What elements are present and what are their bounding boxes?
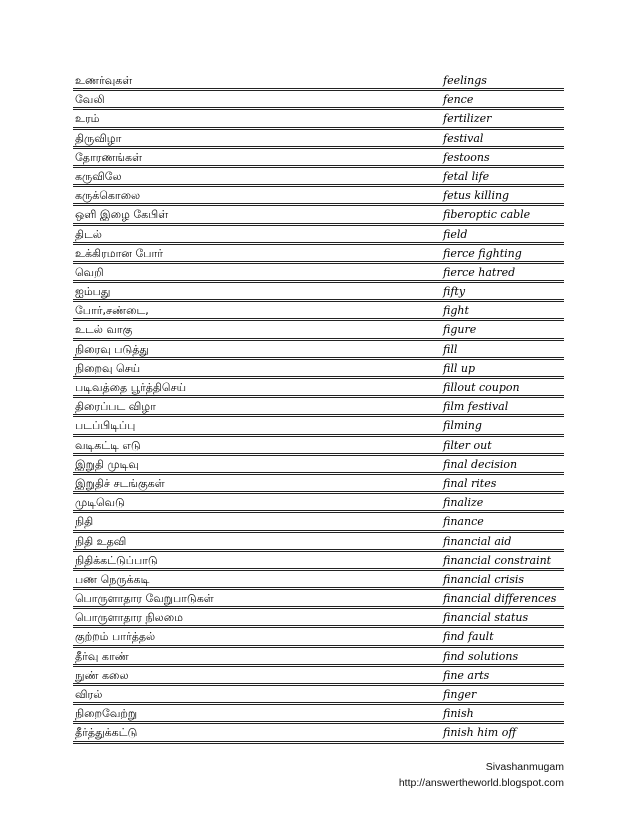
glossary-row (73, 609, 564, 628)
tamil-term: நுண் கலை (75, 668, 129, 682)
glossary-row (73, 283, 564, 302)
tamil-term: வெறி (75, 265, 104, 279)
tamil-term: தோரணங்கள் (75, 150, 142, 164)
glossary-row (73, 149, 564, 168)
english-term: finalize (443, 496, 484, 510)
tamil-term: நிதி உதவி (75, 534, 127, 548)
tamil-term: தீர்த்துக்கட்டு (75, 726, 138, 740)
glossary-row (73, 187, 564, 206)
tamil-term: கருக்கொலை (75, 189, 141, 203)
english-term: filming (443, 419, 482, 433)
tamil-term: போர்,சண்டை, (75, 304, 149, 318)
glossary-row (73, 648, 564, 667)
tamil-term: படப்பிடிப்பு (75, 419, 136, 433)
glossary-row (73, 437, 564, 456)
tamil-term: குற்றம் பார்த்தல் (75, 630, 156, 644)
tamil-term: நிதி (75, 515, 94, 529)
glossary-row (73, 475, 564, 494)
english-term: final decision (443, 457, 518, 471)
english-term: find solutions (443, 649, 519, 663)
glossary-row (73, 590, 564, 609)
glossary-row (73, 628, 564, 647)
tamil-term: பொருளாதார வேறுபாடுகள் (75, 592, 214, 606)
glossary-row (73, 341, 564, 360)
english-term: financial status (443, 611, 529, 625)
english-term: finish (443, 707, 474, 721)
tamil-term: பண நெருக்கடி (75, 572, 150, 586)
english-term: filter out (443, 438, 492, 452)
glossary-row (73, 206, 564, 225)
english-term: financial differences (443, 592, 557, 606)
footer-url[interactable]: http://answertheworld.blogspot.com (398, 777, 564, 789)
tamil-term: வடிகட்டி எடு (75, 438, 141, 452)
english-term: finance (443, 515, 484, 529)
footer-author: Sivashanmugam (485, 761, 564, 773)
glossary-row (73, 513, 564, 532)
glossary-row (73, 110, 564, 129)
glossary-row (73, 533, 564, 552)
tamil-term: நிறைவு செய் (75, 361, 141, 375)
tamil-term: ஐம்பது (75, 285, 111, 299)
glossary-row (73, 456, 564, 475)
glossary-row (73, 379, 564, 398)
glossary-row (73, 686, 564, 705)
tamil-term: திடல் (75, 227, 102, 241)
english-term: financial crisis (443, 572, 525, 586)
tamil-term: வேலி (75, 93, 105, 107)
english-term: finish him off (443, 726, 517, 740)
english-term: final rites (443, 476, 497, 490)
english-term: fill (443, 342, 458, 356)
glossary-row (73, 130, 564, 149)
english-term: finger (443, 688, 477, 701)
english-term: fifty (443, 285, 466, 299)
glossary-row (73, 724, 564, 743)
glossary-row (73, 72, 564, 91)
english-term: fetal life (443, 169, 490, 183)
english-term: fence (443, 93, 474, 107)
glossary-row (73, 667, 564, 686)
glossary-row (73, 245, 564, 264)
glossary-row (73, 552, 564, 571)
tamil-term: நிரைவு படுத்து (75, 342, 149, 356)
english-term: feelings (443, 74, 487, 87)
tamil-term: உணர்வுகள் (75, 74, 133, 87)
glossary-row (73, 91, 564, 110)
tamil-term: பொருளாதார நிலமை (75, 611, 183, 625)
tamil-term: திரைப்பட விழா (75, 400, 156, 414)
glossary-row (73, 494, 564, 513)
glossary-row (73, 705, 564, 724)
tamil-term: உடல் வாகு (75, 323, 133, 337)
english-term: festival (443, 131, 484, 145)
english-term: fine arts (443, 668, 490, 682)
tamil-term: தீர்வு காண் (75, 649, 129, 663)
tamil-term: ஒளி இழை கேபிள் (75, 208, 169, 222)
english-term: film festival (443, 400, 509, 414)
glossary-row (73, 302, 564, 321)
english-term: figure (443, 323, 477, 337)
english-term: fight (443, 304, 469, 318)
tamil-term: நிறைவேற்று (75, 707, 138, 721)
english-term: find fault (443, 630, 494, 644)
glossary-row (73, 360, 564, 379)
tamil-term: உக்கிரமான போர் (75, 246, 163, 260)
tamil-term: நிதிக்கட்டுப்பாடு (75, 553, 158, 567)
tamil-term: படிவத்தை பூர்த்திசெய் (75, 381, 187, 394)
english-term: field (443, 227, 468, 241)
glossary-table (73, 72, 564, 744)
tamil-term: திருவிழா (75, 131, 122, 145)
english-term: fetus killing (443, 189, 510, 203)
english-term: financial aid (443, 534, 512, 548)
tamil-term: இறுதி முடிவு (75, 457, 139, 471)
glossary-row (73, 264, 564, 283)
tamil-term: உரம் (75, 112, 100, 126)
tamil-term: இறுதிச் சடங்குகள் (75, 476, 165, 490)
english-term: fill up (443, 361, 475, 375)
glossary-row (73, 226, 564, 245)
english-term: fiberoptic cable (443, 208, 531, 222)
glossary-row (73, 571, 564, 590)
tamil-term: கருவிலே (75, 169, 122, 183)
english-term: fillout coupon (443, 381, 520, 394)
english-term: fierce hatred (443, 265, 516, 279)
english-term: fierce fighting (443, 246, 522, 260)
glossary-row (73, 417, 564, 436)
glossary-row (73, 398, 564, 417)
page-footer (399, 759, 564, 791)
english-term: fertilizer (443, 112, 492, 126)
tamil-term: முடிவெடு (75, 496, 125, 510)
tamil-term: விரல் (75, 688, 103, 701)
glossary-row (73, 168, 564, 187)
glossary-row (73, 321, 564, 340)
english-term: financial constraint (443, 553, 552, 567)
english-term: festoons (443, 150, 490, 164)
